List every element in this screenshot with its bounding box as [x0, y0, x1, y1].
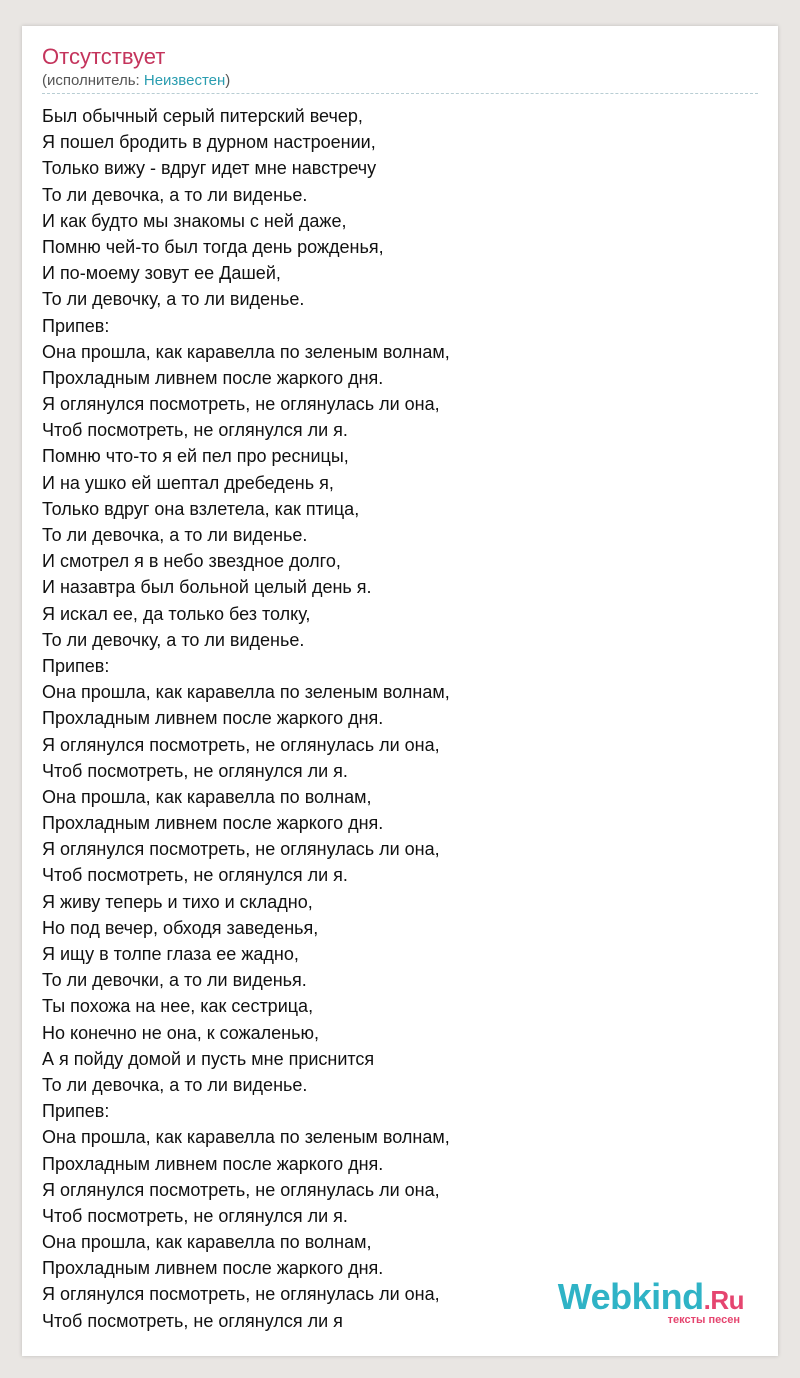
lyric-line: Припев:: [42, 315, 110, 336]
lyric-line: Припев:: [42, 655, 110, 676]
lyric-line: Она прошла, как каравелла по зеленым волнам,: [42, 1127, 450, 1148]
lyric-line: Прохладным ливнем после жаркого дня.: [42, 367, 384, 388]
artist-link[interactable]: Неизвестен: [143, 72, 226, 89]
song-title: Отсутствует: [42, 44, 166, 69]
lyric-line: Чтоб посмотреть, не оглянулся ли я.: [42, 420, 348, 441]
lyric-line: Помню чей-то был тогда день рожденья,: [42, 236, 384, 257]
lyric-line: И как будто мы знакомы с ней даже,: [42, 210, 347, 231]
lyric-line: И смотрел я в небо звездное долго,: [42, 551, 341, 572]
lyric-line: Она прошла, как каравелла по волнам,: [42, 786, 372, 807]
logo-wordmark: [557, 1276, 744, 1318]
lyric-line: Но под вечер, обходя заведенья,: [42, 917, 319, 938]
logo-name: Webkind: [557, 1276, 704, 1317]
lyric-line: И назавтра был больной целый день я.: [42, 577, 372, 598]
lyric-line: Прохладным ливнем после жаркого дня.: [42, 1153, 384, 1174]
lyric-line: Чтоб посмотреть, не оглянулся ли я: [42, 1310, 343, 1331]
lyrics-card: [22, 26, 778, 1356]
webkind-logo[interactable]: [557, 1276, 744, 1326]
lyric-line: То ли девочка, а то ли виденье.: [42, 525, 308, 545]
lyric-line: Я оглянулся посмотреть, не оглянулась ли она,: [42, 734, 440, 755]
lyric-line: Прохладным ливнем после жаркого дня.: [42, 708, 384, 729]
lyric-line: Я оглянулся посмотреть, не оглянулась ли она,: [42, 839, 440, 860]
lyric-line: Припев:: [42, 1101, 110, 1122]
lyric-line: Но конечно не она, к сожаленью,: [42, 1022, 319, 1043]
lyric-line: И по-моему зовут ее Дашей,: [42, 263, 281, 284]
lyric-line: Помню что-то я ей пел про ресницы,: [42, 446, 349, 467]
lyric-line: Чтоб посмотреть, не оглянулся ли я.: [42, 760, 348, 781]
lyric-line: Я ищу в толпе глаза ее жадно,: [42, 944, 299, 964]
lyric-line: Ты похожа на нее, как сестрица,: [42, 996, 314, 1017]
lyric-line: То ли девочки, а то ли виденья.: [42, 970, 307, 991]
lyric-line: Прохладным ливнем после жаркого дня.: [42, 813, 384, 834]
lyric-line: И на ушко ей шептал дребедень я,: [42, 472, 334, 493]
lyric-line: То ли девочка, а то ли виденье.: [42, 184, 308, 205]
lyric-line: Я оглянулся посмотреть, не оглянулась ли она,: [42, 1284, 440, 1305]
lyrics-text: [42, 103, 450, 1334]
lyric-line: Она прошла, как каравелла по волнам,: [42, 1232, 372, 1253]
logo-tld: .Ru: [703, 1285, 744, 1315]
lyric-line: Только вижу - вдруг идет мне навстречу: [42, 158, 377, 179]
artist-prefix: (исполнитель:: [42, 72, 144, 89]
logo-tagline: тексты песен: [667, 1314, 740, 1326]
artist-line: [42, 72, 230, 89]
lyric-line: А я пойду домой и пусть мне приснится: [42, 1048, 375, 1069]
lyric-line: Только вдруг она взлетела, как птица,: [42, 498, 360, 519]
artist-suffix: ): [225, 72, 231, 89]
lyric-line: Чтоб посмотреть, не оглянулся ли я.: [42, 865, 348, 886]
lyric-line: Я пошел бродить в дурном настроении,: [42, 132, 376, 153]
lyric-line: То ли девочку, а то ли виденье.: [42, 289, 305, 310]
lyric-line: Чтоб посмотреть, не оглянулся ли я.: [42, 1205, 348, 1226]
lyric-line: Я искал ее, да только без толку,: [42, 603, 311, 624]
title-divider: [42, 93, 758, 94]
lyric-line: Она прошла, как каравелла по зеленым волнам,: [42, 682, 450, 703]
lyric-line: То ли девочка, а то ли виденье.: [42, 1074, 308, 1095]
lyric-line: Я оглянулся посмотреть, не оглянулась ли она,: [42, 394, 440, 415]
lyric-line: Она прошла, как каравелла по зеленым волнам,: [42, 341, 450, 362]
lyric-line: Прохладным ливнем после жаркого дня.: [42, 1258, 384, 1279]
lyric-line: То ли девочку, а то ли виденье.: [42, 629, 305, 650]
lyric-line: Я оглянулся посмотреть, не оглянулась ли она,: [42, 1179, 440, 1200]
lyric-line: Я живу теперь и тихо и складно,: [42, 891, 313, 912]
lyric-line: Был обычный серый питерский вечер,: [42, 106, 363, 126]
